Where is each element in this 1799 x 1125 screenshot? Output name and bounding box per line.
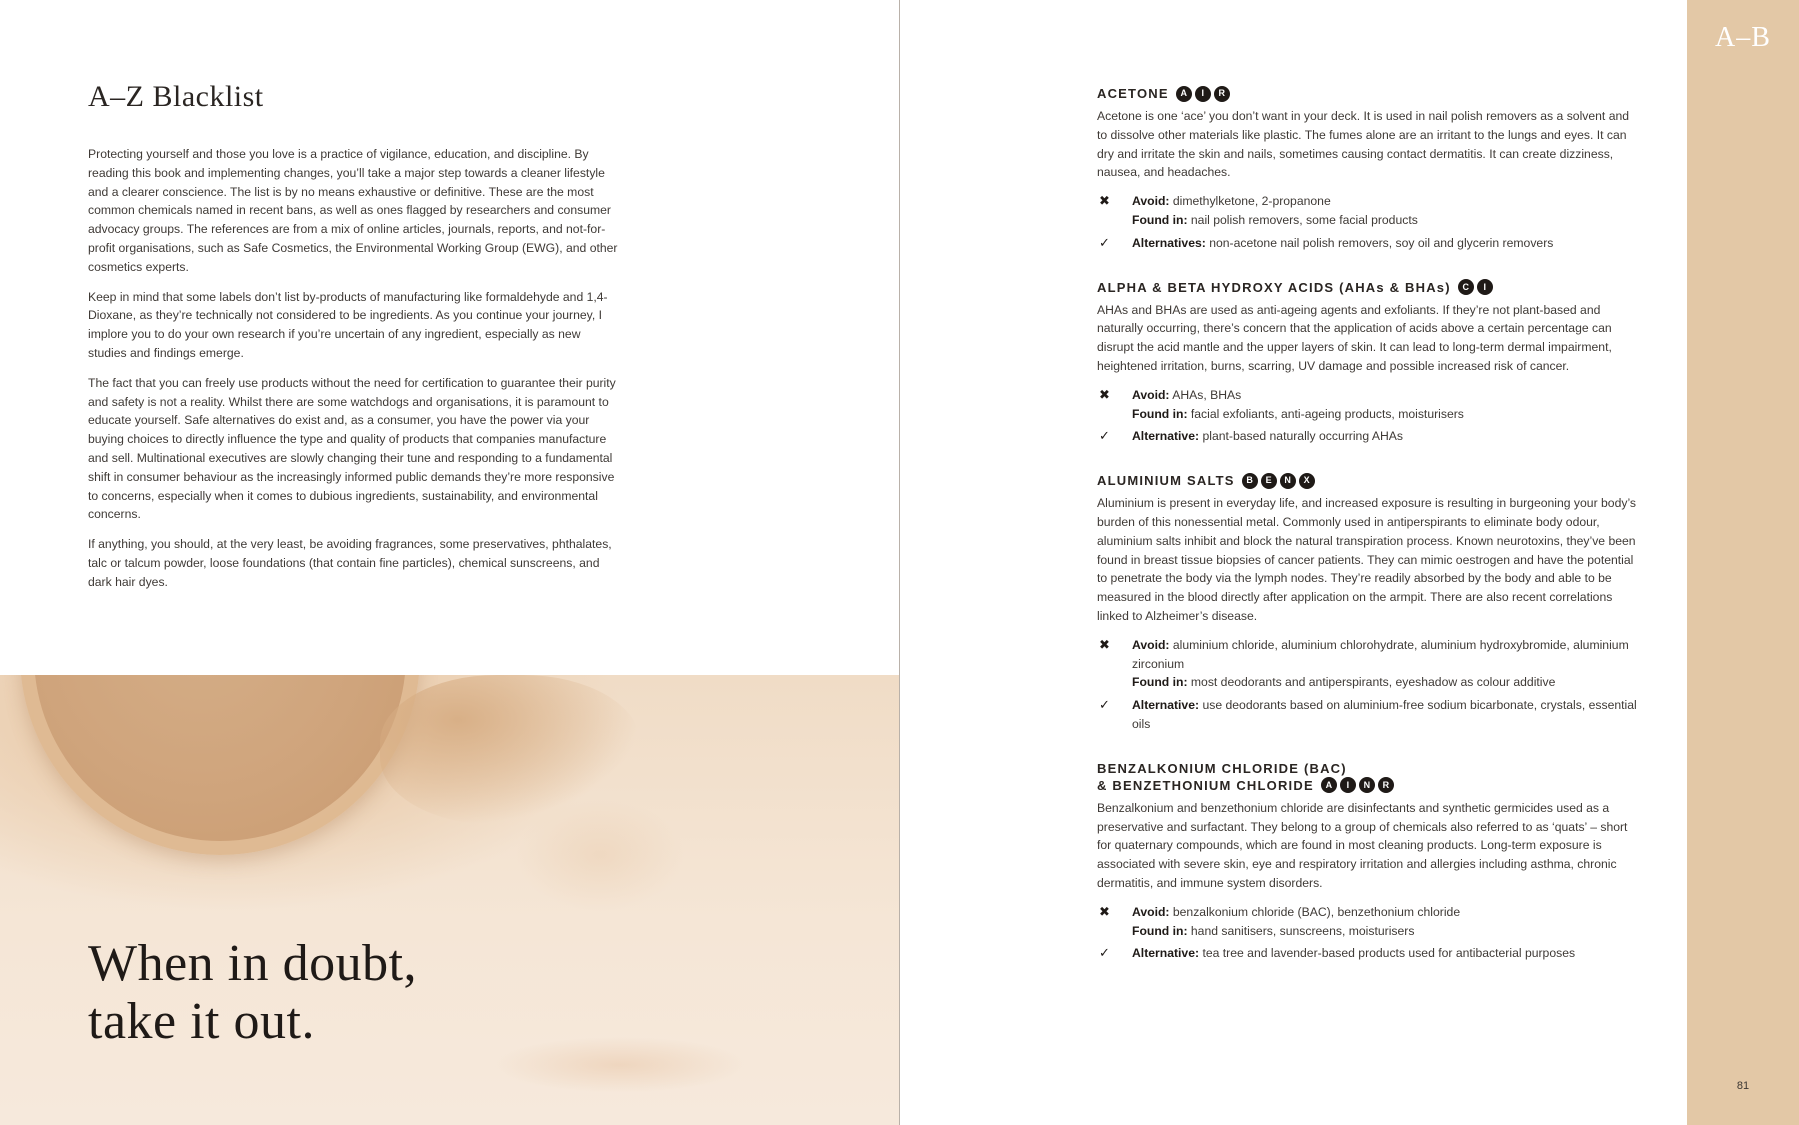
blacklist-entry (1097, 760, 1637, 963)
check-icon: ✓ (1099, 428, 1110, 444)
alternative-label: Alternatives: (1132, 235, 1206, 250)
hazard-badge: I (1477, 279, 1493, 295)
avoid-text: benzalkonium chloride (BAC), benzethonium chloride (1172, 904, 1461, 919)
alternative-row (1097, 234, 1637, 253)
entry-title (1097, 279, 1637, 296)
entry-description: AHAs and BHAs are used as anti-ageing agents and exfoliants. If they’re not plant-based and naturally occurring, there’s concern that the application of acids above a certain percentage can disrupt the acid mantle and the upper layers of skin. It can lead to long-term dermal impairment, heightened irritation, burns, scarring, UV damage and possible increased risk of cancer. (1097, 302, 1612, 373)
alternative-text: non-acetone nail polish removers, soy oil and glycerin removers (1209, 235, 1554, 250)
intro-paragraph: Keep in mind that some labels don’t list by-products of manufacturing like formaldehyde and 1,4-Dioxane, as they’re technically not considered to be ingredients. As you continue your journey, I implore you to do your own research if you’re uncertain of any ingredient, especially as new studies and findings emerge. (88, 289, 608, 360)
entry-title (1097, 85, 1637, 102)
alternative-text: plant-based naturally occurring AHAs (1202, 429, 1403, 444)
loose-powder-image (380, 675, 640, 825)
avoid-text: dimethylketone, 2-propanone (1172, 194, 1331, 209)
alternative-label: Alternative: (1132, 429, 1200, 444)
found-text: hand sanitisers, sunscreens, moisturisers (1190, 923, 1415, 938)
check-icon: ✓ (1099, 697, 1110, 713)
hazard-badge: X (1299, 473, 1315, 489)
cross-icon: ✖ (1099, 636, 1110, 652)
entry-title-text: & BENZETHONIUM CHLORIDE (1097, 777, 1314, 793)
found-text: facial exfoliants, anti-ageing products, moisturisers (1190, 406, 1464, 421)
hazard-badge: I (1340, 777, 1356, 793)
hazard-badge: N (1359, 777, 1375, 793)
pull-quote (88, 935, 417, 1051)
section-tab-letters: A–B (1715, 22, 1771, 53)
alternative-row (1097, 696, 1637, 734)
avoid-text: aluminium chloride, aluminium chlorohydrate, aluminium hydroxybromide, aluminium zirconium (1132, 637, 1629, 671)
intro-paragraph: If anything, you should, at the very least, be avoiding fragrances, some preservatives, phthalates, talc or talcum powder, loose foundations (that contain fine particles), chemical sunscreens, and dark hair dyes. (88, 537, 612, 589)
found-text: most deodorants and antiperspirants, eyeshadow as colour additive (1190, 675, 1556, 690)
check-icon: ✓ (1099, 945, 1110, 961)
hazard-badge: R (1378, 777, 1394, 793)
avoid-label: Avoid: (1132, 387, 1170, 402)
found-text: nail polish removers, some facial products (1190, 212, 1418, 227)
page-title: A–Z Blacklist (88, 80, 264, 113)
alternative-text: tea tree and lavender-based products used for antibacterial purposes (1202, 946, 1576, 961)
avoid-label: Avoid: (1132, 637, 1170, 652)
hazard-badge: I (1195, 86, 1211, 102)
entry-title-text: ACETONE (1097, 86, 1169, 101)
powder-compact-image (20, 675, 420, 855)
hazard-badge: A (1176, 86, 1192, 102)
entry-title-text: BENZALKONIUM CHLORIDE (BAC) (1097, 760, 1347, 776)
check-icon: ✓ (1099, 234, 1110, 250)
pull-quote-line: take it out. (88, 993, 315, 1050)
pull-quote-line: When in doubt, (88, 935, 418, 992)
page-number: 81 (1736, 1080, 1750, 1092)
avoid-text: AHAs, BHAs (1172, 387, 1242, 402)
cross-icon: ✖ (1099, 386, 1110, 402)
entry-description: Acetone is one ‘ace’ you don’t want in your deck. It is used in nail polish removers as a solvent and to dissolve other materials like plastic. The fumes alone are an irritant to the lungs and eyes. It can dry and irritate the skin and nails, sometimes causing contact dermatitis. It can create dizziness, nausea, and headaches. (1097, 109, 1630, 180)
alternative-row (1097, 427, 1637, 446)
hazard-badge: R (1214, 86, 1230, 102)
blacklist-entry (1097, 85, 1637, 253)
section-tab (1687, 0, 1799, 1125)
blacklist-entry (1097, 279, 1637, 447)
powder-photo (0, 675, 899, 1125)
found-label: Found in: (1132, 406, 1188, 421)
entry-title-text: ALPHA & BETA HYDROXY ACIDS (AHAs & BHAs) (1097, 279, 1451, 295)
hazard-badge: E (1261, 473, 1277, 489)
alternative-label: Alternative: (1132, 698, 1200, 713)
entry-description: Benzalkonium and benzethonium chloride are disinfectants and synthetic germicides used as a preservative and surfactant. They belong to a group of chemicals also referred to as ‘quats’ – short for quaternary compounds, which are found in most cleaning products. Long-term exposure is associated with severe skin, eye and respiratory irritation and allergies including asthma, chronic dermatitis, and immune system disorders. (1097, 800, 1628, 890)
cross-icon: ✖ (1099, 193, 1110, 209)
entry-description: Aluminium is present in everyday life, and increased exposure is resulting in burgeoning your body’s burden of this nonessential metal. Commonly used in antiperspirants to eliminate body odour, aluminium salts inhibit and block the natural transpiration process. Known neurotoxins, they’ve been found in breast tissue biopsies of cancer patients. They can mimic oestrogen and have the potential to penetrate the body via the lymph nodes. They’re readily absorbed by the body and able to be measured in the blood directly after application on the armpit. There are also recent correlations linked to Alzheimer’s disease. (1097, 496, 1637, 623)
alternative-row (1097, 944, 1637, 963)
blacklist-entries (1097, 85, 1637, 989)
hazard-badges (1458, 279, 1493, 295)
found-label: Found in: (1132, 212, 1188, 227)
left-page (0, 0, 899, 1125)
hazard-badges (1242, 473, 1315, 489)
alternative-text: use deodorants based on aluminium-free sodium bicarbonate, crystals, essential oils (1132, 698, 1637, 731)
hazard-badge: C (1458, 279, 1474, 295)
alternative-label: Alternative: (1132, 946, 1200, 961)
intro-paragraph: The fact that you can freely use products without the need for certification to guarantee their purity and safety is not a reality. Whilst there are some watchdogs and organisations, it is paramount to educate yourself. Safe alternatives do exist and, as a consumer, you have the power via your buying choices to directly influence the type and quality of products that companies manufacture and sell. Multinational executives are slowly changing their tune and responding to a fundamental shift in consumer behaviour as the increasingly informed public demands they’re more responsive to concerns, especially when it comes to dubious ingredients, sustainability, and environmental concerns. (88, 375, 616, 522)
entry-title (1097, 760, 1637, 794)
hazard-badge: A (1321, 777, 1337, 793)
hazard-badges (1321, 777, 1394, 793)
blacklist-entry (1097, 472, 1637, 734)
avoid-row (1097, 386, 1637, 424)
avoid-label: Avoid: (1132, 194, 1170, 209)
cross-icon: ✖ (1099, 903, 1110, 919)
hazard-badges (1176, 86, 1230, 102)
entry-title (1097, 472, 1637, 489)
hazard-badge: B (1242, 473, 1258, 489)
avoid-row (1097, 192, 1637, 230)
intro-text (88, 145, 618, 603)
avoid-row (1097, 636, 1637, 692)
entry-title-text: ALUMINIUM SALTS (1097, 473, 1235, 489)
avoid-row (1097, 903, 1637, 941)
hazard-badge: N (1280, 473, 1296, 489)
found-label: Found in: (1132, 675, 1188, 690)
avoid-label: Avoid: (1132, 904, 1170, 919)
intro-paragraph: Protecting yourself and those you love is a practice of vigilance, education, and discipline. By reading this book and implementing changes, you’ll take a major step towards a cleaner lifestyle and a clearer conscience. The list is by no means exhaustive or definitive. These are the most common chemicals named in recent bans, as well as ones flagged by researchers and consumer advocacy groups. The references are from a mix of online articles, journals, reports, and not-for-profit organisations, such as Safe Cosmetics, the Environmental Working Group (EWG), and other cosmetics experts. (88, 147, 618, 274)
found-label: Found in: (1132, 923, 1188, 938)
